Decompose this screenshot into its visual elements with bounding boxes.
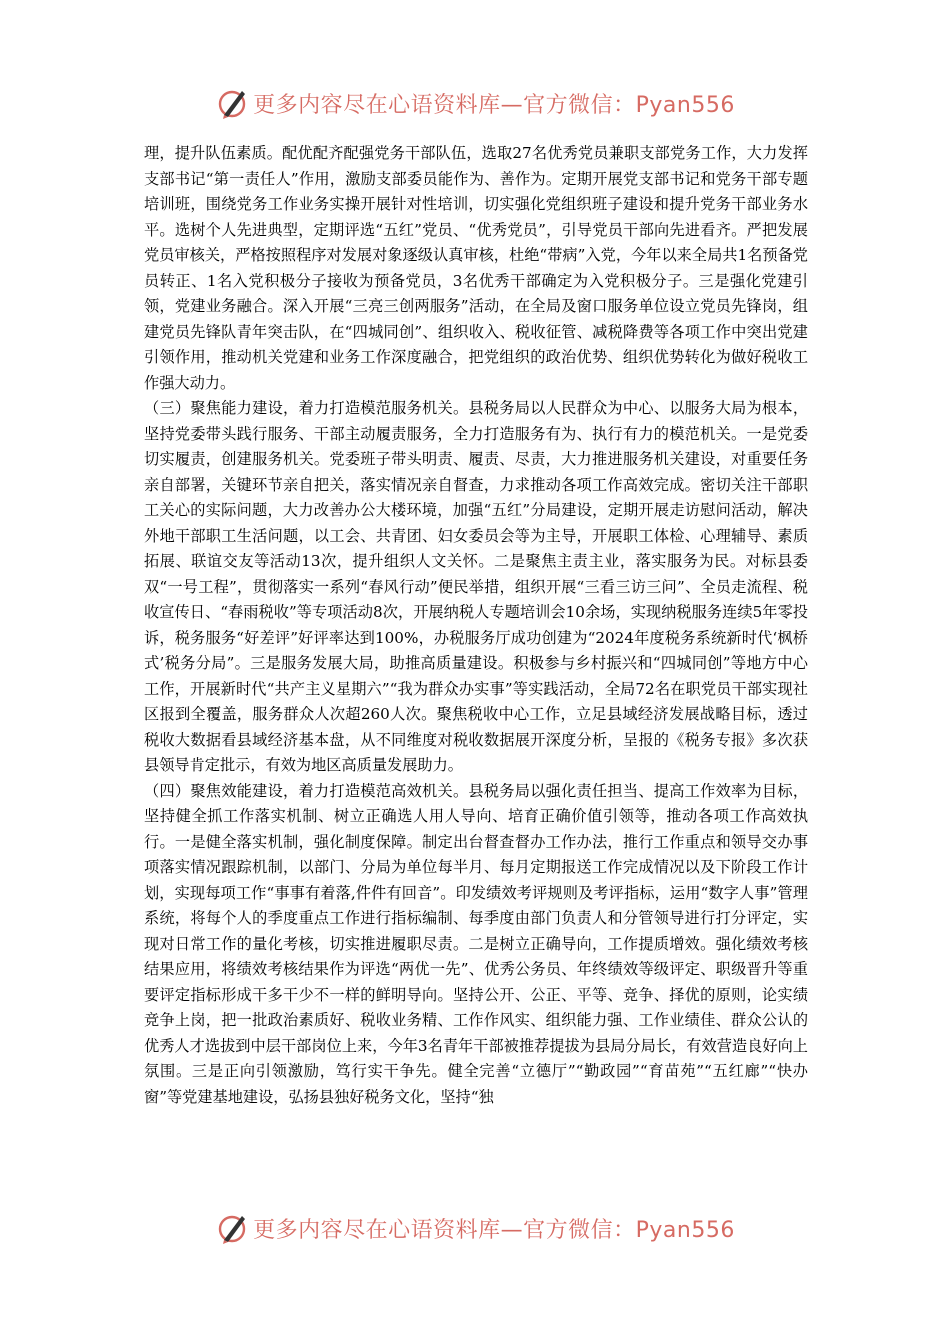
pen-logo-icon <box>215 1210 251 1246</box>
header-banner <box>0 83 950 123</box>
footer-banner <box>0 1208 950 1248</box>
footer-banner-text: 更多内容尽在心语资料库—官方微信：Pyan556 <box>253 1217 735 1243</box>
pen-logo-icon <box>215 85 251 121</box>
body-paragraph-1: 理，提升队伍素质。配优配齐配强党务干部队伍，选取27名优秀党员兼职支部党务工作，大力发挥支部书记“第一责任人”作用，激励支部委员能作为、善作为。定期开展党支部书记和党务干部专题培训班，围绕党务工作业务实操开展针对性培训，切实强化党组织班子建设和提升党务干部业务水平。选树个人先进典型，定期评选“五红”党员、“优秀党员”，引导党员干部向先进看齐。严把发展党员审核关，严格按照程序对发展对象逐级认真审核，杜绝“带病”入党，今年以来全局共1名预备党员转正、1名入党积极分子接收为预备党员，3名优秀干部确定为入党积极分子。三是强化党建引领，党建业务融合。深入开展“三亮三创两服务”活动，在全局及窗口服务单位设立党员先锋岗，组建党员先锋队青年突击队，在“四城同创”、组织收入、税收征管、减税降费等各项工作中突出党建引领作用，推动机关党建和业务工作深度融合，把党组织的政治优势、组织优势转化为做好税收工作强大动力。 <box>144 144 808 392</box>
header-banner-text: 更多内容尽在心语资料库—官方微信：Pyan556 <box>253 92 735 118</box>
body-paragraph-3: （四）聚焦效能建设，着力打造模范高效机关。县税务局以强化责任担当、提高工作效率为目标，坚持健全抓工作落实机制、树立正确选人用人导向、培育正确价值引领等，推动各项工作高效执行。一是健全落实机制，强化制度保障。制定出台督查督办工作办法，推行工作重点和领导交办事项落实情况跟踪机制，以部门、分局为单位每半月、每月定期报送工作完成情况以及下阶段工作计划，实现每项工作“事事有着落,件件有回音”。印发绩效考评规则及考评指标，运用“数字人事”管理系统，将每个人的季度重点工作进行指标编制、每季度由部门负责人和分管领导进行打分评定，实现对日常工作的量化考核，切实推进履职尽责。二是树立正确导向，工作提质增效。强化绩效考核结果应用，将绩效考核结果作为评选“两优一先”、优秀公务员、年终绩效等级评定、职级晋升等重要评定指标形成干多干少不一样的鲜明导向。坚持公开、公正、平等、竞争、择优的原则，论实绩竞争上岗，把一批政治素质好、税收业务精、工作作风实、组织能力强、工作业绩佳、群众公认的优秀人才选拔到中层干部岗位上来，今年3名青年干部被推荐提拔为县局分局长，有效营造良好向上氛围。三是正向引领激励，笃行实干争先。健全完善“立德厅”“勤政园”“育苗苑”“五红廊”“快办窗”等党建基地建设，弘扬县独好税务文化，坚持“独 <box>144 781 808 1106</box>
body-paragraph-2: （三）聚焦能力建设，着力打造模范服务机关。县税务局以人民群众为中心、以服务大局为根本，坚持党委带头践行服务、干部主动履责服务，全力打造服务有为、执行有力的模范机关。一是党委切实履责，创建服务机关。党委班子带头明责、履责、尽责，大力推进服务机关建设，对重要任务亲自部署，关键环节亲自把关，落实情况亲自督查，力求推动各项工作高效完成。密切关注干部职工关心的实际问题，大力改善办公大楼环境，加强“五红”分局建设，定期开展走访慰问活动，解决外地干部职工生活问题，以工会、共青团、妇女委员会等为主导，开展职工体检、心理辅导、素质拓展、联谊交友等活动13次，提升组织人文关怀。二是聚焦主责主业，落实服务为民。对标县委双“一号工程”，贯彻落实一系列“春风行动”便民举措，组织开展“三看三访三问”、全员走流程、税收宣传日、“春雨税收”等专项活动8次，开展纳税人专题培训会10余场，实现纳税服务连续5年零投诉，税务服务“好差评”好评率达到100%，办税服务厅成功创建为“2024年度税务系统新时代‘枫桥式’税务分局”。三是服务发展大局，助推高质量建设。积极参与乡村振兴和“四城同创”等地方中心工作，开展新时代“共产主义星期六”“我为群众办实事”等实践活动，全局72名在职党员干部实现社区报到全覆盖，服务群众人次超260人次。聚焦税收中心工作，立足县域经济发展战略目标，透过税收大数据看县域经济基本盘，从不同维度对税收数据展开深度分析，呈报的《税务专报》多次获县领导肯定批示，有效为地区高质量发展助力。 <box>144 399 808 774</box>
document-body <box>144 141 808 1110</box>
